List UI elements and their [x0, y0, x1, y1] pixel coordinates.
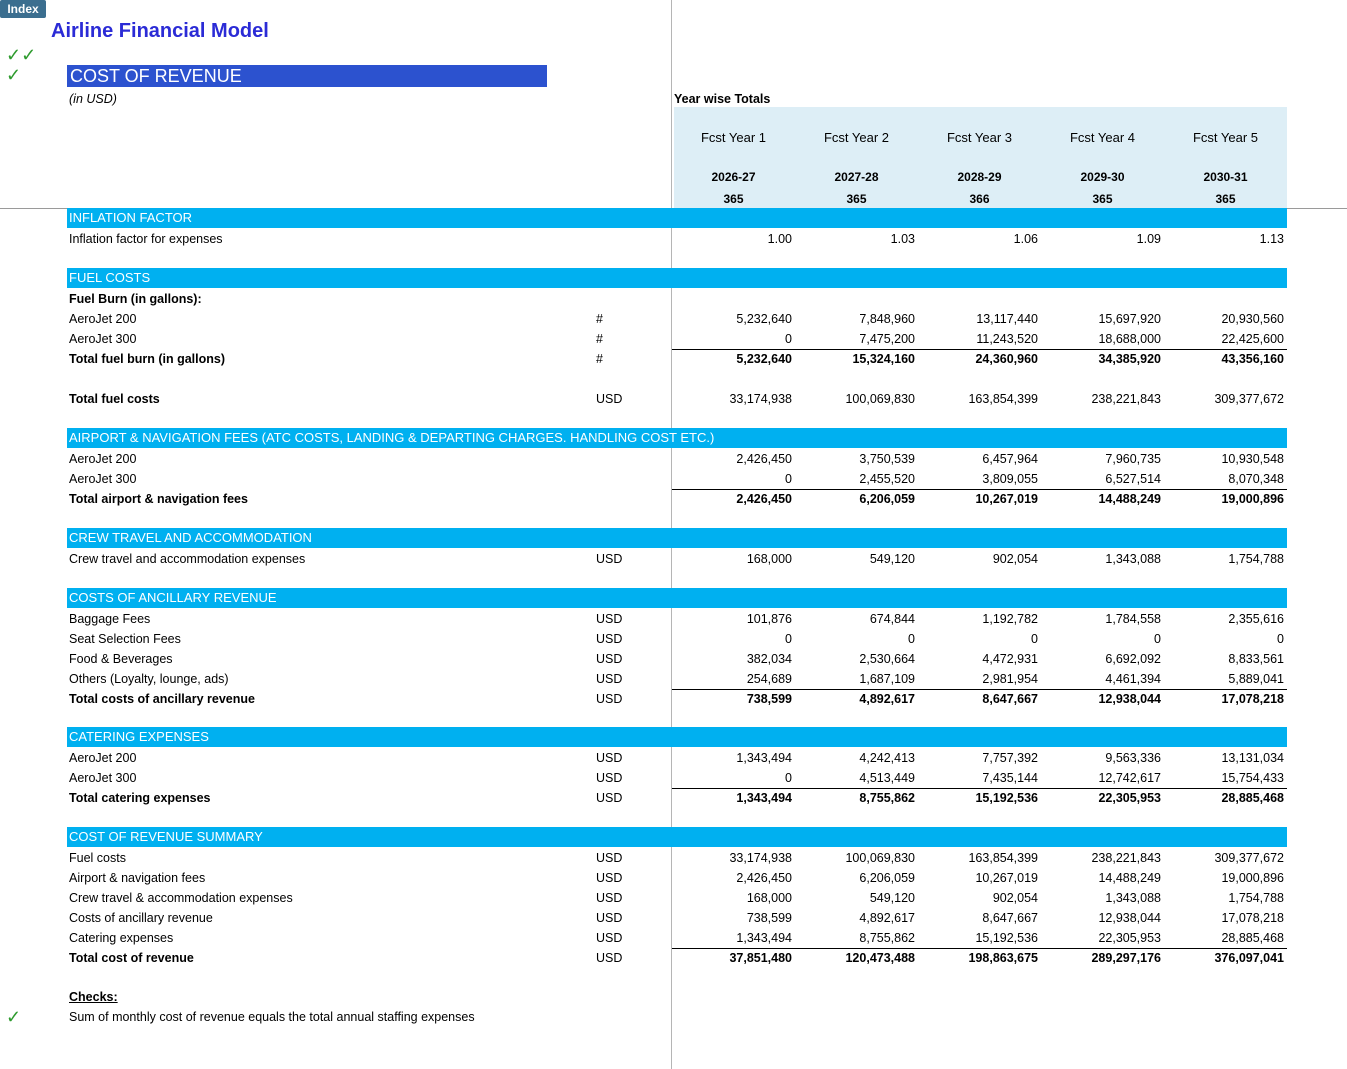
- cell-value[interactable]: 2,426,450: [736, 492, 792, 506]
- cell-value[interactable]: 28,885,468: [1221, 931, 1284, 945]
- cell-value[interactable]: 17,078,218: [1221, 911, 1284, 925]
- index-button[interactable]: Index: [0, 0, 46, 18]
- cell-value[interactable]: 738,599: [746, 692, 792, 706]
- total-rule: [672, 349, 1287, 350]
- cell-value[interactable]: 22,305,953: [1098, 931, 1161, 945]
- cell-value[interactable]: 1,343,088: [1105, 552, 1161, 566]
- column-title: Fcst Year 5: [1192, 130, 1259, 145]
- cell-value[interactable]: 198,863,675: [968, 951, 1038, 965]
- cell-value[interactable]: 4,892,617: [859, 911, 915, 925]
- column-period: 2030-31: [1203, 170, 1248, 184]
- row-unit: #: [596, 352, 603, 366]
- cell-value[interactable]: 34,385,920: [1098, 352, 1161, 366]
- cell-value[interactable]: 8,070,348: [1228, 472, 1284, 486]
- cell-value[interactable]: 238,221,843: [1091, 851, 1161, 865]
- cell-value[interactable]: 0: [785, 472, 792, 486]
- cell-value[interactable]: 2,426,450: [736, 452, 792, 466]
- cell-value[interactable]: 6,206,059: [859, 492, 915, 506]
- row-label: Total airport & navigation fees: [69, 492, 248, 506]
- cell-value[interactable]: 20,930,560: [1221, 312, 1284, 326]
- row-label: Seat Selection Fees: [69, 632, 181, 646]
- section-band-inflation-factor: [67, 208, 1287, 228]
- column-period: 2028-29: [957, 170, 1002, 184]
- cell-value[interactable]: 18,688,000: [1098, 332, 1161, 346]
- column-period: 2026-27: [711, 170, 756, 184]
- cell-value[interactable]: 2,455,520: [859, 472, 915, 486]
- row-unit: USD: [596, 951, 623, 965]
- cell-value[interactable]: 8,755,862: [859, 931, 915, 945]
- row-label: AeroJet 200: [69, 312, 137, 326]
- cell-value[interactable]: 1,754,788: [1228, 552, 1284, 566]
- cell-value[interactable]: 2,426,450: [736, 871, 792, 885]
- cell-value[interactable]: 15,192,536: [975, 931, 1038, 945]
- section-title: COST OF REVENUE: [67, 65, 547, 87]
- cell-value[interactable]: 24,360,960: [975, 352, 1038, 366]
- double-check-icon: ✓✓: [6, 45, 37, 65]
- cell-value[interactable]: 14,488,249: [1098, 871, 1161, 885]
- cell-value[interactable]: 8,833,561: [1228, 652, 1284, 666]
- cell-value[interactable]: 11,243,520: [976, 332, 1038, 346]
- row-unit: USD: [596, 891, 623, 905]
- cell-value[interactable]: 22,305,953: [1098, 791, 1161, 805]
- row-label: Total fuel burn (in gallons): [69, 352, 226, 366]
- cell-value[interactable]: 254,689: [746, 672, 792, 686]
- cell-value[interactable]: 7,435,144: [982, 771, 1038, 785]
- cell-value[interactable]: 22,425,600: [1221, 332, 1284, 346]
- row-label: Inflation factor for expenses: [69, 232, 223, 246]
- row-unit: USD: [596, 392, 623, 406]
- checks-text: Sum of monthly cost of revenue equals the total annual staffing expenses: [69, 1010, 475, 1024]
- section-band-catering-expenses: [67, 727, 1287, 747]
- cell-value[interactable]: 1,343,494: [736, 751, 792, 765]
- cell-value[interactable]: 163,854,399: [968, 392, 1038, 406]
- cell-value[interactable]: 902,054: [992, 891, 1038, 905]
- cell-value[interactable]: 5,889,041: [1228, 672, 1284, 686]
- row-label: Catering expenses: [69, 931, 174, 945]
- row-label: AeroJet 300: [69, 472, 137, 486]
- section-band-fuel-costs: [67, 268, 1287, 288]
- cell-value[interactable]: 4,892,617: [859, 692, 915, 706]
- cell-value[interactable]: 10,267,019: [975, 871, 1038, 885]
- cell-value[interactable]: 1,192,782: [982, 612, 1038, 626]
- checks-title: Checks:: [69, 990, 118, 1004]
- cell-value[interactable]: 12,742,617: [1098, 771, 1161, 785]
- row-unit: USD: [596, 851, 623, 865]
- cell-value[interactable]: 6,527,514: [1105, 472, 1161, 486]
- cell-value[interactable]: 1,343,494: [736, 791, 792, 805]
- row-unit: USD: [596, 931, 623, 945]
- row-label: Costs of ancillary revenue: [69, 911, 213, 925]
- cell-value[interactable]: 3,750,539: [859, 452, 915, 466]
- column-days: 365: [1215, 192, 1236, 206]
- cell-value[interactable]: 13,117,440: [976, 312, 1038, 326]
- cell-value[interactable]: 10,267,019: [975, 492, 1038, 506]
- cell-value[interactable]: 376,097,041: [1214, 951, 1284, 965]
- cell-value[interactable]: 4,513,449: [859, 771, 915, 785]
- row-label: AeroJet 300: [69, 771, 137, 785]
- cell-value[interactable]: 5,232,640: [736, 352, 792, 366]
- cell-value[interactable]: 7,960,735: [1105, 452, 1161, 466]
- cell-value[interactable]: 43,356,160: [1221, 352, 1284, 366]
- row-unit: USD: [596, 692, 623, 706]
- cell-value[interactable]: 309,377,672: [1214, 851, 1284, 865]
- cell-value[interactable]: 0: [1277, 632, 1284, 646]
- cell-value[interactable]: 15,324,160: [852, 352, 915, 366]
- row-unit: USD: [596, 632, 623, 646]
- cell-value[interactable]: 0: [785, 632, 792, 646]
- column-period: 2029-30: [1080, 170, 1125, 184]
- cell-value[interactable]: 309,377,672: [1214, 392, 1284, 406]
- total-rule: [672, 948, 1287, 949]
- row-label: AeroJet 300: [69, 332, 137, 346]
- cell-value[interactable]: 15,697,920: [1098, 312, 1161, 326]
- total-rule: [672, 788, 1287, 789]
- column-days: 365: [1092, 192, 1113, 206]
- cell-value[interactable]: 0: [1154, 632, 1161, 646]
- row-unit: USD: [596, 672, 623, 686]
- cell-value[interactable]: 101,876: [746, 612, 792, 626]
- cell-value[interactable]: 10,930,548: [1221, 452, 1284, 466]
- row-label: Fuel costs: [69, 851, 126, 865]
- cell-value[interactable]: 0: [785, 332, 792, 346]
- row-label: Baggage Fees: [69, 612, 151, 626]
- cell-value[interactable]: 15,754,433: [1221, 771, 1284, 785]
- cell-value[interactable]: 4,242,413: [859, 751, 915, 765]
- cell-value[interactable]: 1.03: [890, 232, 915, 246]
- row-unit: USD: [596, 911, 623, 925]
- cell-value[interactable]: 100,069,830: [845, 392, 915, 406]
- cell-value[interactable]: 120,473,488: [845, 951, 915, 965]
- row-unit: USD: [596, 871, 623, 885]
- cell-value[interactable]: 238,221,843: [1091, 392, 1161, 406]
- cell-value[interactable]: 7,848,960: [859, 312, 915, 326]
- cell-value[interactable]: 902,054: [992, 552, 1038, 566]
- cell-value[interactable]: 1,754,788: [1228, 891, 1284, 905]
- cell-value[interactable]: 19,000,896: [1221, 871, 1284, 885]
- row-label: AeroJet 200: [69, 452, 137, 466]
- total-rule: [672, 489, 1287, 490]
- row-label: Airport & navigation fees: [69, 871, 206, 885]
- row-unit: USD: [596, 791, 623, 805]
- row-unit: #: [596, 332, 603, 346]
- check-icon: ✓: [6, 65, 22, 85]
- cell-value[interactable]: 674,844: [869, 612, 915, 626]
- row-unit: USD: [596, 771, 623, 785]
- cell-value[interactable]: 738,599: [746, 911, 792, 925]
- cell-value[interactable]: 5,232,640: [736, 312, 792, 326]
- cell-value[interactable]: 1,343,494: [736, 931, 792, 945]
- total-rule: [672, 689, 1287, 690]
- row-unit: USD: [596, 751, 623, 765]
- row-unit: USD: [596, 552, 623, 566]
- cell-value[interactable]: 1.13: [1259, 232, 1284, 246]
- check-icon: ✓: [6, 1007, 22, 1027]
- section-header: COSTS OF ANCILLARY REVENUE: [69, 590, 277, 605]
- cell-value[interactable]: 6,206,059: [859, 871, 915, 885]
- cell-value[interactable]: 1,687,109: [859, 672, 915, 686]
- cell-value[interactable]: 168,000: [746, 891, 792, 905]
- section-header: INFLATION FACTOR: [69, 210, 193, 225]
- cell-value[interactable]: 4,472,931: [982, 652, 1038, 666]
- cell-value[interactable]: 8,647,667: [982, 911, 1038, 925]
- row-label: Crew travel and accommodation expenses: [69, 552, 306, 566]
- cell-value[interactable]: 12,938,044: [1098, 911, 1161, 925]
- cell-value[interactable]: 12,938,044: [1098, 692, 1161, 706]
- cell-value[interactable]: 163,854,399: [968, 851, 1038, 865]
- row-label: Total costs of ancillary revenue: [69, 692, 255, 706]
- column-title: Fcst Year 1: [700, 130, 767, 145]
- cell-value[interactable]: 6,692,092: [1105, 652, 1161, 666]
- cell-value[interactable]: 8,755,862: [859, 791, 915, 805]
- cell-value[interactable]: 8,647,667: [982, 692, 1038, 706]
- cell-value[interactable]: 28,885,468: [1221, 791, 1284, 805]
- cell-value[interactable]: 1.06: [1013, 232, 1038, 246]
- column-days: 365: [723, 192, 744, 206]
- column-period: 2027-28: [834, 170, 879, 184]
- cell-value[interactable]: 14,488,249: [1098, 492, 1161, 506]
- cell-value[interactable]: 4,461,394: [1105, 672, 1161, 686]
- column-title: Fcst Year 4: [1069, 130, 1136, 145]
- row-label: Food & Beverages: [69, 652, 173, 666]
- cell-value[interactable]: 168,000: [746, 552, 792, 566]
- cell-value[interactable]: 1,343,088: [1105, 891, 1161, 905]
- cell-value[interactable]: 1.00: [767, 232, 792, 246]
- cell-value[interactable]: 13,131,034: [1221, 751, 1284, 765]
- row-label: Total catering expenses: [69, 791, 211, 805]
- cell-value[interactable]: 2,530,664: [859, 652, 915, 666]
- year-wise-label: Year wise Totals: [674, 92, 771, 106]
- cell-value[interactable]: 100,069,830: [845, 851, 915, 865]
- cell-value[interactable]: 17,078,218: [1221, 692, 1284, 706]
- section-header: CREW TRAVEL AND ACCOMMODATION: [69, 530, 312, 545]
- cell-value[interactable]: 0: [785, 771, 792, 785]
- row-label: Total fuel costs: [69, 392, 160, 406]
- row-label: Crew travel & accommodation expenses: [69, 891, 293, 905]
- section-header: COST OF REVENUE SUMMARY: [69, 829, 263, 844]
- cell-value[interactable]: 9,563,336: [1105, 751, 1161, 765]
- cell-value[interactable]: 0: [1031, 632, 1038, 646]
- cell-value[interactable]: 549,120: [869, 552, 915, 566]
- column-days: 365: [846, 192, 867, 206]
- column-title: Fcst Year 2: [823, 130, 890, 145]
- cell-value[interactable]: 7,475,200: [859, 332, 915, 346]
- cell-value[interactable]: 0: [908, 632, 915, 646]
- cell-value[interactable]: 19,000,896: [1221, 492, 1284, 506]
- row-label: Total cost of revenue: [69, 951, 194, 965]
- column-days: 366: [969, 192, 990, 206]
- column-title: Fcst Year 3: [946, 130, 1013, 145]
- section-header: AIRPORT & NAVIGATION FEES (ATC COSTS, LANDING & DEPARTING CHARGES. HANDLING COST ETC.): [69, 430, 715, 445]
- cell-value[interactable]: 2,981,954: [982, 672, 1038, 686]
- cell-value[interactable]: 289,297,176: [1091, 951, 1161, 965]
- row-unit: USD: [596, 652, 623, 666]
- cell-value[interactable]: 33,174,938: [729, 392, 792, 406]
- cell-value[interactable]: 3,809,055: [982, 472, 1038, 486]
- row-label: Fuel Burn (in gallons):: [69, 292, 202, 306]
- cell-value[interactable]: 382,034: [746, 652, 792, 666]
- row-unit: #: [596, 312, 603, 326]
- cell-value[interactable]: 1,784,558: [1105, 612, 1161, 626]
- row-label: Others (Loyalty, lounge, ads): [69, 672, 229, 686]
- row-unit: USD: [596, 612, 623, 626]
- page-title: Airline Financial Model: [51, 20, 269, 42]
- cell-value[interactable]: 7,757,392: [982, 751, 1038, 765]
- section-header: CATERING EXPENSES: [69, 729, 209, 744]
- cell-value[interactable]: 2,355,616: [1228, 612, 1284, 626]
- currency-note: (in USD): [69, 92, 117, 106]
- section-header: FUEL COSTS: [69, 270, 151, 285]
- cell-value[interactable]: 1.09: [1136, 232, 1161, 246]
- cell-value[interactable]: 37,851,480: [729, 951, 792, 965]
- cell-value[interactable]: 33,174,938: [729, 851, 792, 865]
- row-label: AeroJet 200: [69, 751, 137, 765]
- cell-value[interactable]: 15,192,536: [975, 791, 1038, 805]
- cell-value[interactable]: 6,457,964: [982, 452, 1038, 466]
- cell-value[interactable]: 549,120: [869, 891, 915, 905]
